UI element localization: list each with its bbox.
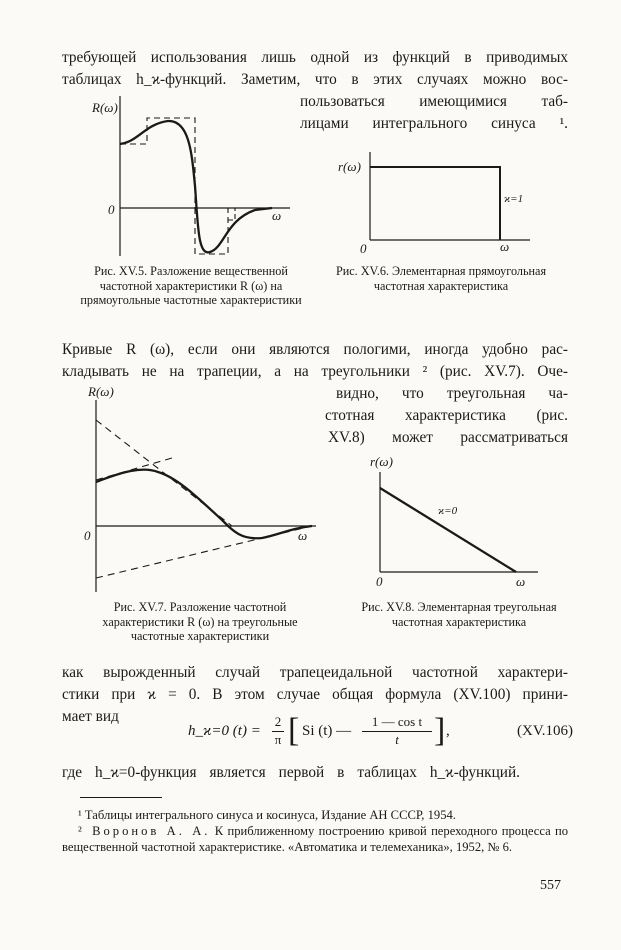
equation-lhs: h_ϰ=0 (t) = <box>188 723 261 739</box>
x-axis-label: ω <box>298 528 308 543</box>
text-line: где h_ϰ=0-функция является первой в таблицах h_ϰ-функций. <box>62 764 520 781</box>
text-line: пользоваться имеющимися таб- <box>300 93 568 110</box>
text-line: XV.8) может рассматриваться <box>328 429 568 446</box>
si-term: Si (t) — <box>302 723 352 739</box>
figure-xv7 <box>82 380 322 600</box>
x-axis-label: ω <box>500 239 510 254</box>
text-line: мает вид <box>62 708 119 725</box>
equation-number: (XV.106) <box>517 723 573 739</box>
origin-label: 0 <box>108 202 115 217</box>
x-axis-label: ω <box>516 574 526 589</box>
rectangle-decomposition <box>195 208 228 254</box>
footnote-2-text: К приближенному построению кривой переходного процесса по вещественной частотной характеристике. «Автоматика и телемеханика», 1952, № 6. <box>62 824 568 854</box>
equation-xv106 <box>188 712 573 756</box>
figure-xv5 <box>90 96 300 266</box>
footnote-2 <box>62 823 568 855</box>
text-line: как вырожденный случай трапецеидальной частотной характери- <box>62 664 568 681</box>
text-line: лицами интегрального синуса ¹. <box>300 115 568 132</box>
caption-xv7: Рис. XV.7. Разложение частотной характеристики R (ω) на треугольные частотные характеристики <box>102 600 298 643</box>
rectangle-characteristic <box>370 167 500 240</box>
fraction-denominator: π <box>274 732 282 747</box>
text-line: кладывать не на трапеции, а на треугольники ² (рис. XV.7). Оче- <box>62 363 568 380</box>
y-axis-label: r(ω) <box>370 454 393 469</box>
inner-denominator: t <box>395 732 399 747</box>
text-line: требующей использования лишь одной из функций в приводимых <box>62 49 568 66</box>
triangle-characteristic <box>380 488 516 572</box>
figure-xv8 <box>368 452 548 592</box>
y-axis-label: R(ω) <box>88 384 114 399</box>
curve-r-omega <box>120 121 272 252</box>
left-bracket: [ <box>288 712 300 749</box>
equation-comma: , <box>446 723 450 739</box>
caption-xv5: Рис. XV.5. Разложение вещественной частотной характеристики R (ω) на прямоугольные частотные характеристики <box>80 264 302 307</box>
figure-xv6 <box>338 152 558 257</box>
footnote-rule <box>80 797 162 798</box>
kappa-annotation: ϰ=0 <box>438 505 458 517</box>
x-axis-label: ω <box>272 208 282 223</box>
origin-label: 0 <box>376 574 383 589</box>
origin-label: 0 <box>84 528 91 543</box>
right-bracket: ] <box>434 712 446 749</box>
fraction-numerator: 2 <box>274 714 282 729</box>
footnote-1: ¹ Таблицы интегрального синуса и косинуса, Издание АН СССР, 1954. <box>78 808 456 822</box>
text-line: стики при ϰ = 0. В этом случае общая формула (XV.100) прини- <box>62 686 568 703</box>
curve-r-omega <box>96 470 312 539</box>
text-line: стотная характеристика (рис. <box>325 407 568 424</box>
y-axis-label: R(ω) <box>92 100 118 115</box>
inner-numerator: 1 — cos t <box>371 714 423 729</box>
footnote-2-author: ² Воронов А. А. <box>78 824 211 838</box>
kappa-annotation: ϰ=1 <box>504 193 524 205</box>
text-line: Кривые R (ω), если они являются пологими, иногда удобно рас- <box>62 341 568 358</box>
text-line: таблицах h_ϰ-функций. Заметим, что в этих случаях можно вос- <box>62 71 568 88</box>
caption-xv8: Рис. XV.8. Элементарная треугольная частотная характеристика <box>361 600 557 629</box>
text-line: видно, что треугольная ча- <box>336 385 568 402</box>
page-number: 557 <box>540 878 561 893</box>
caption-xv6: Рис. XV.6. Элементарная прямоугольная частотная характеристика <box>335 264 547 293</box>
y-axis-label: r(ω) <box>338 159 361 174</box>
origin-label: 0 <box>360 241 367 256</box>
